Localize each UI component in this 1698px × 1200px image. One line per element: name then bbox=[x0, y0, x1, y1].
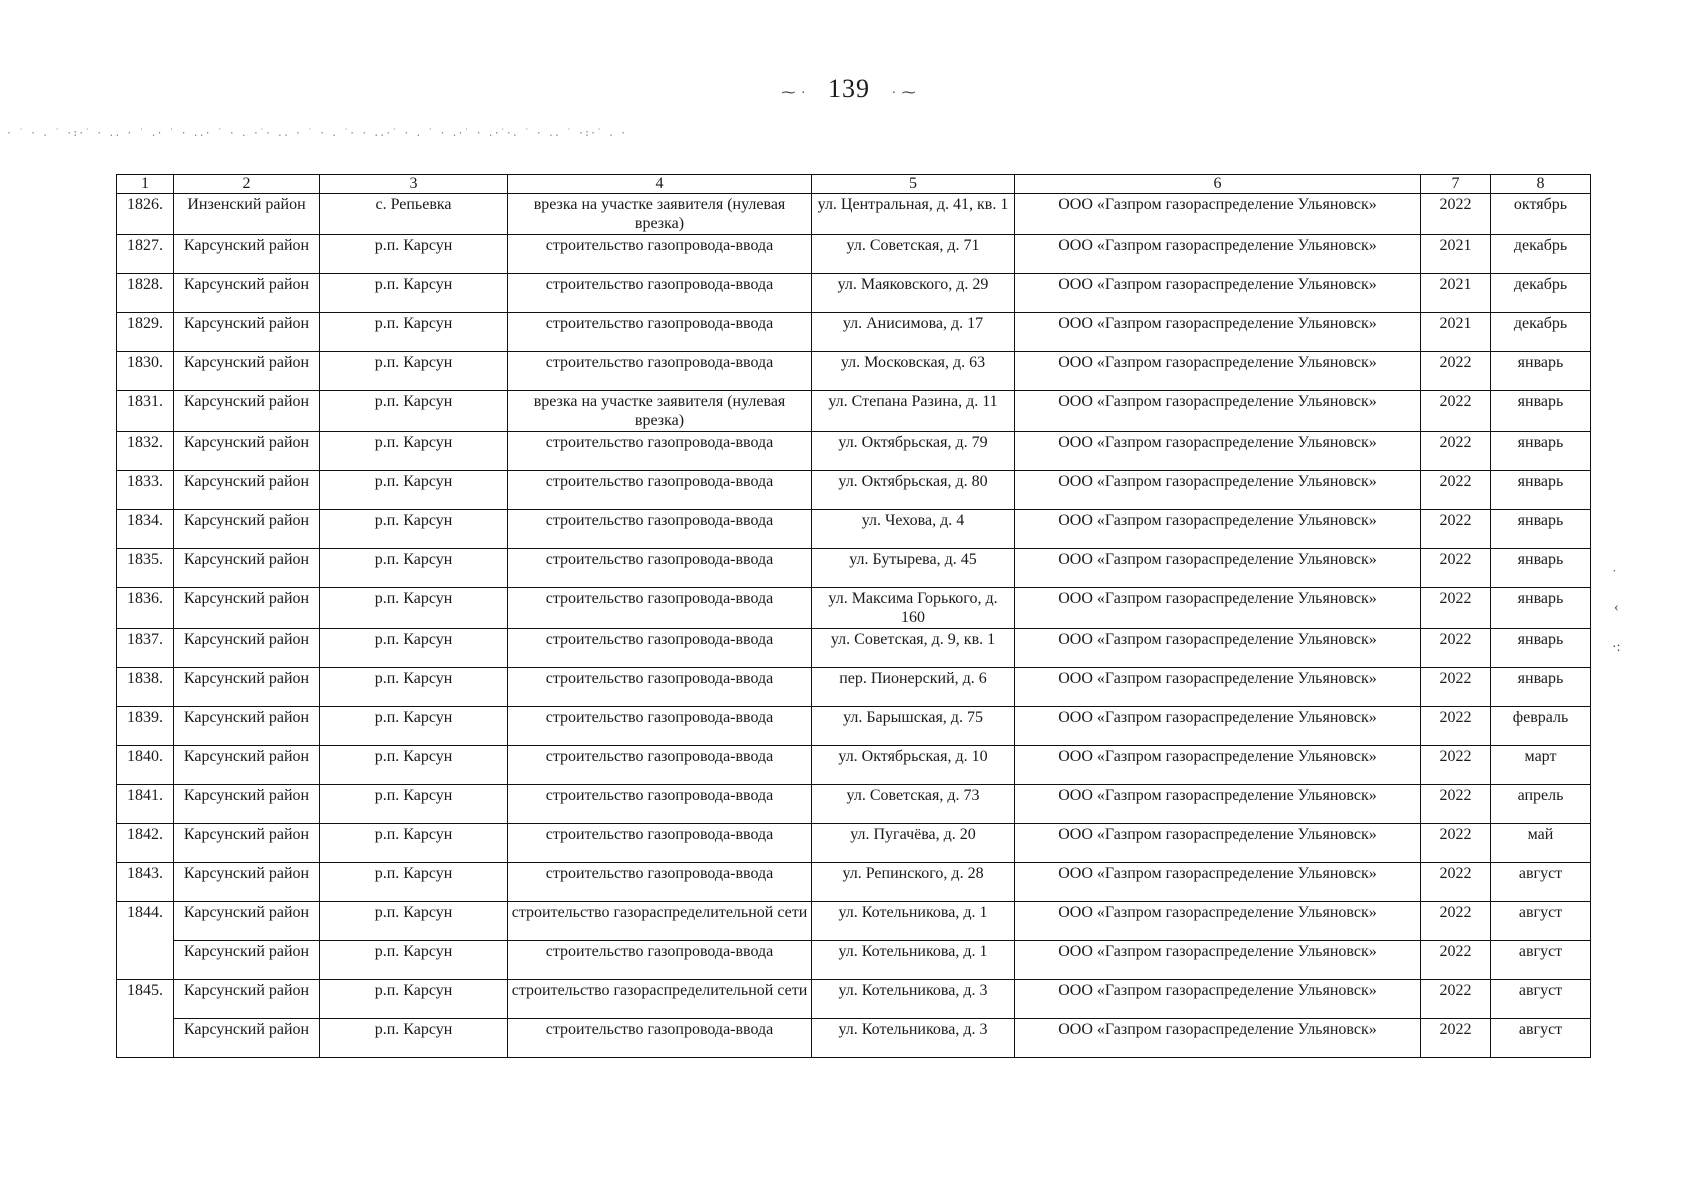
settlement-cell: р.п. Карсун bbox=[320, 549, 508, 588]
settlement-cell: р.п. Карсун bbox=[320, 746, 508, 785]
year-cell: 2022 bbox=[1421, 391, 1491, 432]
month-cell: декабрь bbox=[1491, 274, 1591, 313]
organization-cell: ООО «Газпром газораспределение Ульяновск» bbox=[1015, 1019, 1421, 1058]
table-row bbox=[117, 707, 1591, 746]
row-number-cell: 1842. bbox=[117, 824, 174, 863]
settlement-cell: р.п. Карсун bbox=[320, 432, 508, 471]
organization-cell: ООО «Газпром газораспределение Ульяновск» bbox=[1015, 235, 1421, 274]
scan-mark: ·: bbox=[1612, 640, 1621, 655]
address-cell: ул. Пугачёва, д. 20 bbox=[812, 824, 1015, 863]
address-cell: ул. Степана Разина, д. 11 bbox=[812, 391, 1015, 432]
row-number-cell: 1828. bbox=[117, 274, 174, 313]
district-cell: Инзенский район bbox=[174, 194, 320, 235]
work-type-cell: строительство газопровода-ввода bbox=[508, 941, 812, 980]
settlement-cell: р.п. Карсун bbox=[320, 391, 508, 432]
work-type-cell: строительство газопровода-ввода bbox=[508, 863, 812, 902]
work-type-cell: строительство газопровода-ввода bbox=[508, 313, 812, 352]
settlement-cell: р.п. Карсун bbox=[320, 471, 508, 510]
month-cell: январь bbox=[1491, 432, 1591, 471]
table-row bbox=[117, 980, 1591, 1019]
organization-cell: ООО «Газпром газораспределение Ульяновск» bbox=[1015, 432, 1421, 471]
district-cell: Карсунский район bbox=[174, 902, 320, 941]
settlement-cell: р.п. Карсун bbox=[320, 629, 508, 668]
settlement-cell: р.п. Карсун bbox=[320, 707, 508, 746]
table-row bbox=[117, 352, 1591, 391]
organization-cell: ООО «Газпром газораспределение Ульяновск» bbox=[1015, 668, 1421, 707]
settlement-cell: р.п. Карсун bbox=[320, 313, 508, 352]
organization-cell: ООО «Газпром газораспределение Ульяновск» bbox=[1015, 352, 1421, 391]
district-cell: Карсунский район bbox=[174, 785, 320, 824]
district-cell: Карсунский район bbox=[174, 863, 320, 902]
work-type-cell: строительство газопровода-ввода bbox=[508, 746, 812, 785]
address-cell: ул. Октябрьская, д. 10 bbox=[812, 746, 1015, 785]
address-cell: ул. Котельникова, д. 3 bbox=[812, 1019, 1015, 1058]
address-cell: ул. Советская, д. 73 bbox=[812, 785, 1015, 824]
organization-cell: ООО «Газпром газораспределение Ульяновск» bbox=[1015, 902, 1421, 941]
year-cell: 2022 bbox=[1421, 707, 1491, 746]
month-cell: январь bbox=[1491, 629, 1591, 668]
year-cell: 2022 bbox=[1421, 471, 1491, 510]
scan-artifact-right: · ⁓ bbox=[891, 86, 917, 101]
table-row bbox=[117, 549, 1591, 588]
organization-cell: ООО «Газпром газораспределение Ульяновск» bbox=[1015, 785, 1421, 824]
table-row bbox=[117, 313, 1591, 352]
month-cell: август bbox=[1491, 941, 1591, 980]
column-header: 1 bbox=[117, 175, 174, 194]
district-cell: Карсунский район bbox=[174, 588, 320, 629]
organization-cell: ООО «Газпром газораспределение Ульяновск» bbox=[1015, 980, 1421, 1019]
year-cell: 2021 bbox=[1421, 235, 1491, 274]
settlement-cell: р.п. Карсун bbox=[320, 352, 508, 391]
address-cell: ул. Чехова, д. 4 bbox=[812, 510, 1015, 549]
work-type-cell: строительство газопровода-ввода bbox=[508, 707, 812, 746]
month-cell: май bbox=[1491, 824, 1591, 863]
month-cell: август bbox=[1491, 980, 1591, 1019]
row-number-cell: 1833. bbox=[117, 471, 174, 510]
month-cell: январь bbox=[1491, 471, 1591, 510]
settlement-cell: р.п. Карсун bbox=[320, 785, 508, 824]
row-number-cell: 1841. bbox=[117, 785, 174, 824]
row-number-cell: 1831. bbox=[117, 391, 174, 432]
organization-cell: ООО «Газпром газораспределение Ульяновск» bbox=[1015, 707, 1421, 746]
address-cell: ул. Центральная, д. 41, кв. 1 bbox=[812, 194, 1015, 235]
scan-mark: ˙ bbox=[1612, 568, 1617, 583]
settlement-cell: с. Репьевка bbox=[320, 194, 508, 235]
row-number-cell: 1835. bbox=[117, 549, 174, 588]
work-type-cell: строительство газопровода-ввода bbox=[508, 432, 812, 471]
month-cell: январь bbox=[1491, 391, 1591, 432]
month-cell: октябрь bbox=[1491, 194, 1591, 235]
year-cell: 2022 bbox=[1421, 549, 1491, 588]
year-cell: 2022 bbox=[1421, 1019, 1491, 1058]
column-header: 4 bbox=[508, 175, 812, 194]
month-cell: январь bbox=[1491, 668, 1591, 707]
table-row bbox=[117, 1019, 1591, 1058]
address-cell: ул. Советская, д. 71 bbox=[812, 235, 1015, 274]
table-row bbox=[117, 902, 1591, 941]
row-number-cell: 1836. bbox=[117, 588, 174, 629]
column-header: 2 bbox=[174, 175, 320, 194]
month-cell: январь bbox=[1491, 352, 1591, 391]
organization-cell: ООО «Газпром газораспределение Ульяновск» bbox=[1015, 549, 1421, 588]
month-cell: декабрь bbox=[1491, 313, 1591, 352]
settlement-cell: р.п. Карсун bbox=[320, 863, 508, 902]
month-cell: январь bbox=[1491, 549, 1591, 588]
address-cell: ул. Репинского, д. 28 bbox=[812, 863, 1015, 902]
table-row bbox=[117, 746, 1591, 785]
row-number-cell: 1844. bbox=[117, 902, 174, 980]
row-number-cell: 1826. bbox=[117, 194, 174, 235]
district-cell: Карсунский район bbox=[174, 471, 320, 510]
district-cell: Карсунский район bbox=[174, 629, 320, 668]
column-header: 8 bbox=[1491, 175, 1591, 194]
work-type-cell: строительство газопровода-ввода bbox=[508, 274, 812, 313]
year-cell: 2022 bbox=[1421, 824, 1491, 863]
organization-cell: ООО «Газпром газораспределение Ульяновск» bbox=[1015, 746, 1421, 785]
district-cell: Карсунский район bbox=[174, 510, 320, 549]
year-cell: 2022 bbox=[1421, 432, 1491, 471]
organization-cell: ООО «Газпром газораспределение Ульяновск» bbox=[1015, 510, 1421, 549]
table-header-row bbox=[117, 175, 1591, 194]
scan-artifact-left: ⁓ · bbox=[781, 86, 807, 101]
row-number-cell: 1843. bbox=[117, 863, 174, 902]
district-cell: Карсунский район bbox=[174, 391, 320, 432]
month-cell: январь bbox=[1491, 510, 1591, 549]
settlement-cell: р.п. Карсун bbox=[320, 668, 508, 707]
address-cell: ул. Советская, д. 9, кв. 1 bbox=[812, 629, 1015, 668]
district-cell: Карсунский район bbox=[174, 313, 320, 352]
month-cell: август bbox=[1491, 1019, 1591, 1058]
address-cell: ул. Октябрьская, д. 80 bbox=[812, 471, 1015, 510]
table-row bbox=[117, 510, 1591, 549]
page-number-header bbox=[0, 74, 1698, 104]
month-cell: август bbox=[1491, 863, 1591, 902]
settlement-cell: р.п. Карсун bbox=[320, 824, 508, 863]
organization-cell: ООО «Газпром газораспределение Ульяновск» bbox=[1015, 588, 1421, 629]
page-number: 139 bbox=[828, 74, 870, 103]
year-cell: 2021 bbox=[1421, 313, 1491, 352]
work-type-cell: строительство газопровода-ввода bbox=[508, 235, 812, 274]
year-cell: 2022 bbox=[1421, 668, 1491, 707]
district-cell: Карсунский район bbox=[174, 668, 320, 707]
year-cell: 2022 bbox=[1421, 785, 1491, 824]
table-body bbox=[117, 194, 1591, 1058]
address-cell: ул. Октябрьская, д. 79 bbox=[812, 432, 1015, 471]
year-cell: 2022 bbox=[1421, 194, 1491, 235]
district-cell: Карсунский район bbox=[174, 235, 320, 274]
district-cell: Карсунский район bbox=[174, 274, 320, 313]
work-type-cell: строительство газопровода-ввода bbox=[508, 629, 812, 668]
work-type-cell: строительство газопровода-ввода bbox=[508, 1019, 812, 1058]
month-cell: февраль bbox=[1491, 707, 1591, 746]
work-type-cell: строительство газопровода-ввода bbox=[508, 785, 812, 824]
month-cell: декабрь bbox=[1491, 235, 1591, 274]
district-cell: Карсунский район bbox=[174, 980, 320, 1019]
table-row bbox=[117, 471, 1591, 510]
scan-mark: ‹ bbox=[1614, 600, 1619, 615]
table-row bbox=[117, 629, 1591, 668]
row-number-cell: 1837. bbox=[117, 629, 174, 668]
work-type-cell: строительство газопровода-ввода bbox=[508, 471, 812, 510]
district-cell: Карсунский район bbox=[174, 432, 320, 471]
year-cell: 2022 bbox=[1421, 746, 1491, 785]
column-header: 3 bbox=[320, 175, 508, 194]
settlement-cell: р.п. Карсун bbox=[320, 274, 508, 313]
table-row bbox=[117, 863, 1591, 902]
table-row bbox=[117, 194, 1591, 235]
table-row bbox=[117, 235, 1591, 274]
organization-cell: ООО «Газпром газораспределение Ульяновск» bbox=[1015, 313, 1421, 352]
settlement-cell: р.п. Карсун bbox=[320, 941, 508, 980]
column-header: 5 bbox=[812, 175, 1015, 194]
work-type-cell: строительство газораспределительной сети bbox=[508, 902, 812, 941]
year-cell: 2022 bbox=[1421, 510, 1491, 549]
table-row bbox=[117, 824, 1591, 863]
settlement-cell: р.п. Карсун bbox=[320, 980, 508, 1019]
row-number-cell: 1845. bbox=[117, 980, 174, 1058]
month-cell: август bbox=[1491, 902, 1591, 941]
address-cell: пер. Пионерский, д. 6 bbox=[812, 668, 1015, 707]
work-type-cell: строительство газораспределительной сети bbox=[508, 980, 812, 1019]
row-number-cell: 1829. bbox=[117, 313, 174, 352]
year-cell: 2022 bbox=[1421, 980, 1491, 1019]
organization-cell: ООО «Газпром газораспределение Ульяновск» bbox=[1015, 863, 1421, 902]
organization-cell: ООО «Газпром газораспределение Ульяновск» bbox=[1015, 941, 1421, 980]
settlement-cell: р.п. Карсун bbox=[320, 588, 508, 629]
table-row bbox=[117, 668, 1591, 707]
work-type-cell: строительство газопровода-ввода bbox=[508, 824, 812, 863]
row-number-cell: 1838. bbox=[117, 668, 174, 707]
organization-cell: ООО «Газпром газораспределение Ульяновск» bbox=[1015, 629, 1421, 668]
row-number-cell: 1839. bbox=[117, 707, 174, 746]
scan-noise: · ˙ · . ˙ ·:·˙ · .. · ˙ .· ˙ · ..· ˙ · . ·˙· .. · ˙ · . ˙· · ..·˙ · . ˙ · .·˙ · .·˙·. ˙ · .. ˙ ·:·˙ . · bbox=[6, 128, 627, 139]
work-type-cell: строительство газопровода-ввода bbox=[508, 549, 812, 588]
work-type-cell: строительство газопровода-ввода bbox=[508, 588, 812, 629]
district-cell: Карсунский район bbox=[174, 549, 320, 588]
month-cell: январь bbox=[1491, 588, 1591, 629]
district-cell: Карсунский район bbox=[174, 746, 320, 785]
registry-table bbox=[116, 174, 1591, 1058]
row-number-cell: 1830. bbox=[117, 352, 174, 391]
year-cell: 2022 bbox=[1421, 629, 1491, 668]
organization-cell: ООО «Газпром газораспределение Ульяновск» bbox=[1015, 391, 1421, 432]
address-cell: ул. Котельникова, д. 3 bbox=[812, 980, 1015, 1019]
table-row bbox=[117, 785, 1591, 824]
work-type-cell: врезка на участке заявителя (нулевая врезка) bbox=[508, 391, 812, 432]
year-cell: 2022 bbox=[1421, 863, 1491, 902]
table-row bbox=[117, 432, 1591, 471]
organization-cell: ООО «Газпром газораспределение Ульяновск» bbox=[1015, 824, 1421, 863]
work-type-cell: строительство газопровода-ввода bbox=[508, 352, 812, 391]
settlement-cell: р.п. Карсун bbox=[320, 235, 508, 274]
district-cell: Карсунский район bbox=[174, 824, 320, 863]
organization-cell: ООО «Газпром газораспределение Ульяновск» bbox=[1015, 194, 1421, 235]
table-row bbox=[117, 588, 1591, 629]
row-number-cell: 1832. bbox=[117, 432, 174, 471]
row-number-cell: 1827. bbox=[117, 235, 174, 274]
column-header: 7 bbox=[1421, 175, 1491, 194]
row-number-cell: 1834. bbox=[117, 510, 174, 549]
address-cell: ул. Маяковского, д. 29 bbox=[812, 274, 1015, 313]
column-header: 6 bbox=[1015, 175, 1421, 194]
month-cell: март bbox=[1491, 746, 1591, 785]
table-row bbox=[117, 391, 1591, 432]
district-cell: Карсунский район bbox=[174, 352, 320, 391]
address-cell: ул. Максима Горького, д. 160 bbox=[812, 588, 1015, 629]
settlement-cell: р.п. Карсун bbox=[320, 1019, 508, 1058]
district-cell: Карсунский район bbox=[174, 941, 320, 980]
table-row bbox=[117, 941, 1591, 980]
work-type-cell: строительство газопровода-ввода bbox=[508, 510, 812, 549]
year-cell: 2022 bbox=[1421, 352, 1491, 391]
address-cell: ул. Барышская, д. 75 bbox=[812, 707, 1015, 746]
organization-cell: ООО «Газпром газораспределение Ульяновск» bbox=[1015, 471, 1421, 510]
year-cell: 2022 bbox=[1421, 588, 1491, 629]
month-cell: апрель bbox=[1491, 785, 1591, 824]
row-number-cell: 1840. bbox=[117, 746, 174, 785]
settlement-cell: р.п. Карсун bbox=[320, 902, 508, 941]
work-type-cell: строительство газопровода-ввода bbox=[508, 668, 812, 707]
year-cell: 2022 bbox=[1421, 902, 1491, 941]
address-cell: ул. Котельникова, д. 1 bbox=[812, 941, 1015, 980]
table-row bbox=[117, 274, 1591, 313]
organization-cell: ООО «Газпром газораспределение Ульяновск» bbox=[1015, 274, 1421, 313]
work-type-cell: врезка на участке заявителя (нулевая врезка) bbox=[508, 194, 812, 235]
year-cell: 2021 bbox=[1421, 274, 1491, 313]
year-cell: 2022 bbox=[1421, 941, 1491, 980]
district-cell: Карсунский район bbox=[174, 1019, 320, 1058]
address-cell: ул. Анисимова, д. 17 bbox=[812, 313, 1015, 352]
address-cell: ул. Бутырева, д. 45 bbox=[812, 549, 1015, 588]
address-cell: ул. Московская, д. 63 bbox=[812, 352, 1015, 391]
district-cell: Карсунский район bbox=[174, 707, 320, 746]
address-cell: ул. Котельникова, д. 1 bbox=[812, 902, 1015, 941]
settlement-cell: р.п. Карсун bbox=[320, 510, 508, 549]
